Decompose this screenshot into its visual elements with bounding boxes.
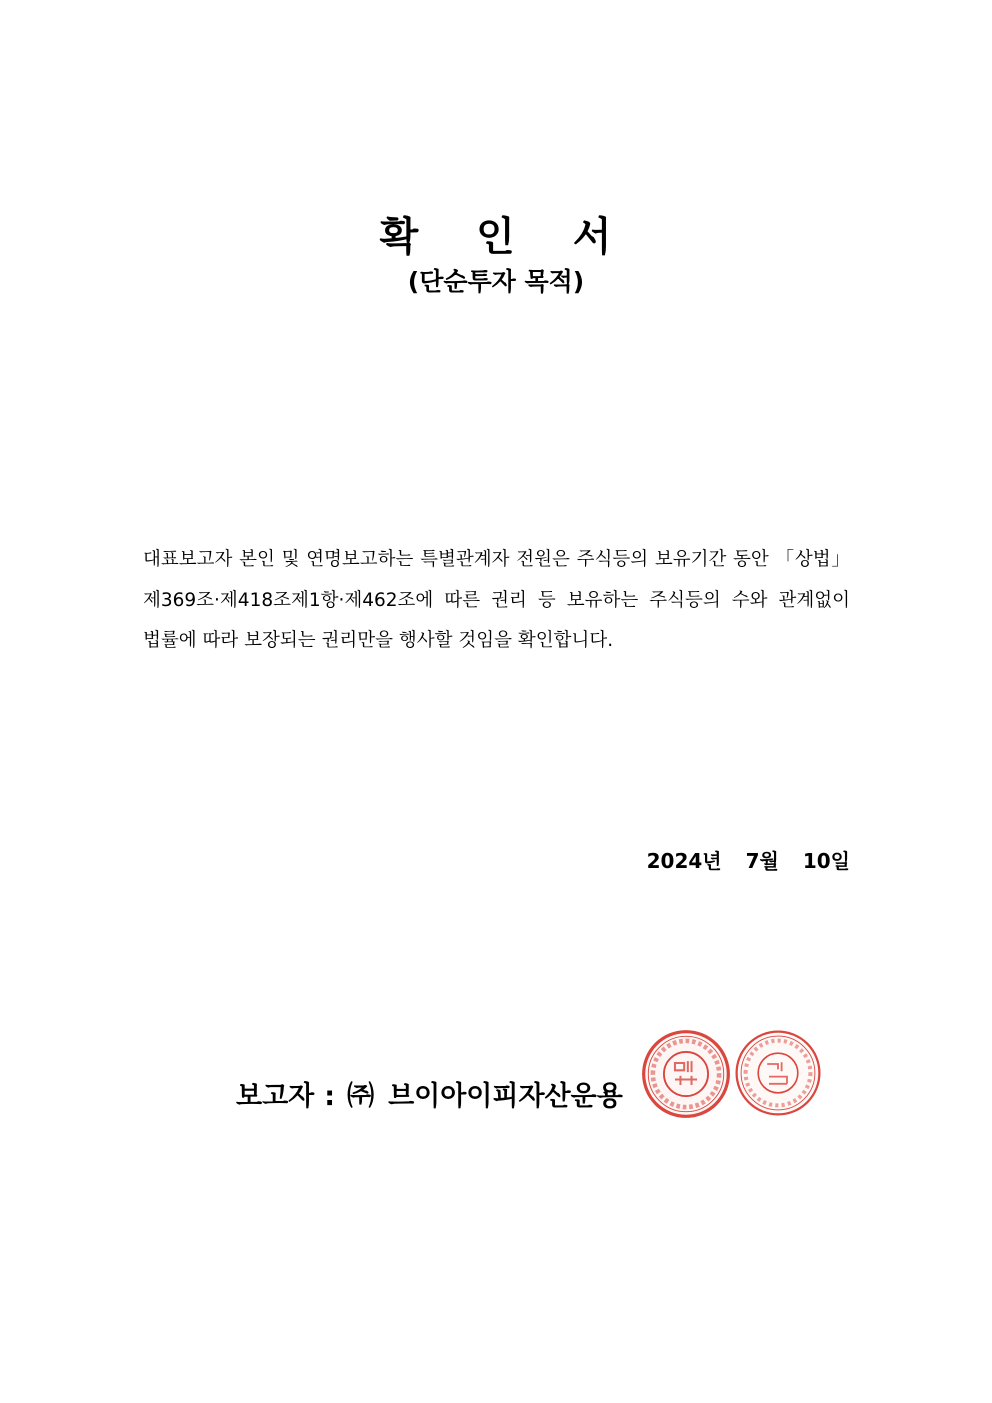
reporter-line — [236, 1074, 623, 1113]
personal-seal-icon — [733, 1028, 823, 1118]
reporter-separator: : — [324, 1081, 336, 1112]
corporate-seal-icon — [640, 1028, 732, 1120]
date-day: 10일 — [802, 849, 850, 873]
document-date — [647, 845, 850, 874]
confirmation-statement: 대표보고자 본인 및 연명보고하는 특별관계자 전원은 주식등의 보유기간 동안 「상법」제369조·제418조제1항·제462조에 따른 권리 등 보유하는 주식등의 수와 관계없이 법률에 따라 보장되는 권리만을 행사할 것임을 확인합니다. — [143, 549, 850, 651]
reporter-name: 브이아이피자산운용 — [388, 1081, 623, 1112]
reporter-label: 보고자 — [236, 1081, 315, 1112]
corporation-mark: ㈜ — [347, 1081, 375, 1112]
date-year: 2024년 — [646, 849, 722, 873]
date-month: 7월 — [745, 849, 779, 873]
document-subtitle: (단순투자 목적) — [407, 267, 585, 296]
document-title: 확 인 서 — [379, 214, 613, 260]
